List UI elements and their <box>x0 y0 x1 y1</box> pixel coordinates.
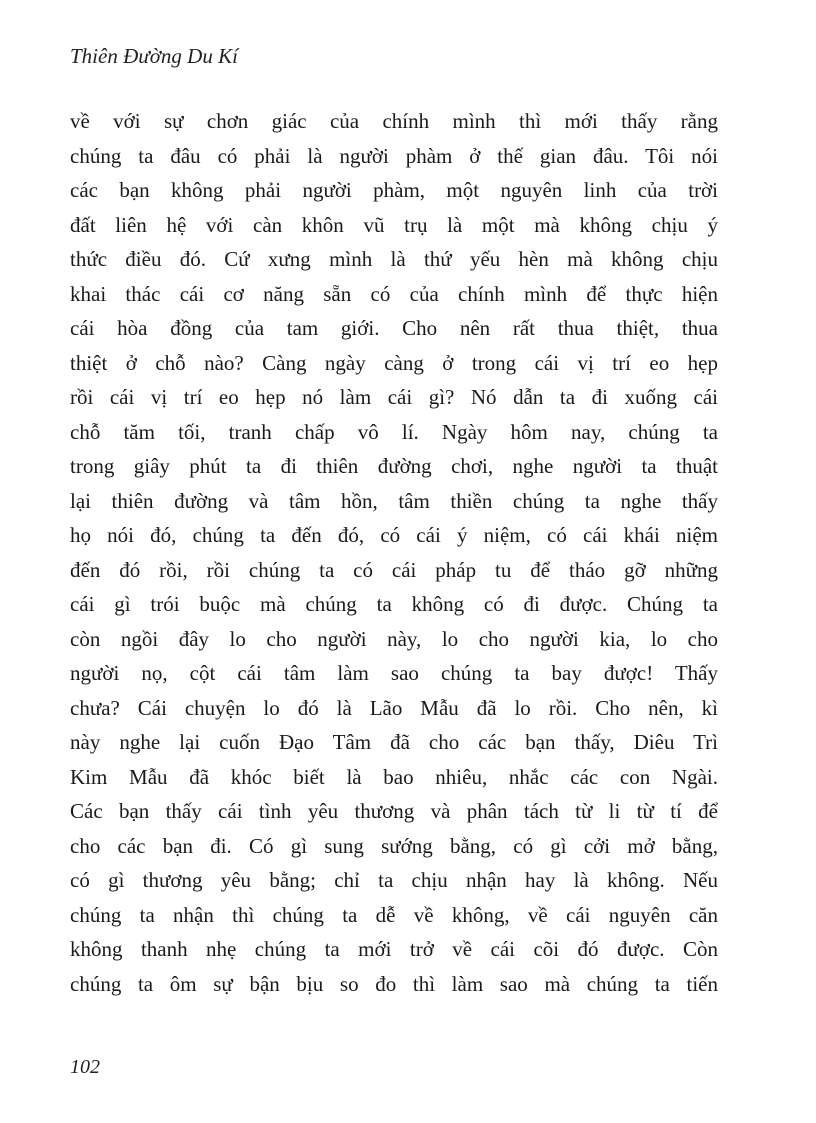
text-line: Kim Mẫu đã khóc biết là bao nhiêu, nhắc các con Ngài. <box>70 764 718 789</box>
body-paragraph <box>70 104 718 1001</box>
text-line: chúng ta đâu có phải là người phàm ở thế gian đâu. Tôi nói <box>70 143 718 168</box>
page-number: 102 <box>70 1056 100 1078</box>
text-line: chúng ta ôm sự bận bịu so đo thì làm sao mà chúng ta tiến <box>70 971 718 996</box>
text-line: cho các bạn đi. Có gì sung sướng bằng, có gì cởi mở bằng, <box>70 833 718 858</box>
text-line: đất liên hệ với càn khôn vũ trụ là một mà không chịu ý <box>70 212 718 237</box>
text-line: người nọ, cột cái tâm làm sao chúng ta bay được! Thấy <box>70 661 718 685</box>
text-line: Các bạn thấy cái tình yêu thương và phân tách từ li từ tí để <box>70 799 718 823</box>
text-line: lại thiên đường và tâm hồn, tâm thiền chúng ta nghe thấy <box>70 488 718 513</box>
text-line: còn ngồi đây lo cho người này, lo cho người kia, lo cho <box>70 626 718 651</box>
text-line: chúng ta nhận thì chúng ta dễ về không, về cái nguyên căn <box>70 902 718 927</box>
text-line: khai thác cái cơ năng sẵn có của chính mình để thực hiện <box>70 281 718 306</box>
text-line: thức điều đó. Cứ xưng mình là thứ yếu hèn mà không chịu <box>70 247 718 271</box>
text-line: về với sự chơn giác của chính mình thì mới thấy rằng <box>70 109 718 133</box>
text-line: có gì thương yêu bằng; chỉ ta chịu nhận hay là không. Nếu <box>70 868 718 892</box>
text-line: rồi cái vị trí eo hẹp nó làm cái gì? Nó dẫn ta đi xuống cái <box>70 385 718 409</box>
text-line: các bạn không phải người phàm, một nguyên linh của trời <box>70 178 718 202</box>
text-line: trong giây phút ta đi thiên đường chơi, nghe người ta thuật <box>70 454 718 478</box>
text-line: không thanh nhẹ chúng ta mới trở về cái cõi đó được. Còn <box>70 937 718 961</box>
text-line: chưa? Cái chuyện lo đó là Lão Mẫu đã lo rồi. Cho nên, kì <box>70 695 718 720</box>
text-line: họ nói đó, chúng ta đến đó, có cái ý niệm, có cái khái niệm <box>70 523 718 547</box>
text-line: cái hòa đồng của tam giới. Cho nên rất thua thiệt, thua <box>70 316 718 340</box>
text-line: thiệt ở chỗ nào? Càng ngày càng ở trong cái vị trí eo hẹp <box>70 350 718 375</box>
text-line: chỗ tăm tối, tranh chấp vô lí. Ngày hôm nay, chúng ta <box>70 419 718 444</box>
text-line: đến đó rồi, rồi chúng ta có cái pháp tu để tháo gỡ những <box>70 557 718 582</box>
text-line: này nghe lại cuốn Đạo Tâm đã cho các bạn thấy, Diêu Trì <box>70 730 718 754</box>
text-line: cái gì trói buộc mà chúng ta không có đi được. Chúng ta <box>70 592 718 616</box>
running-header-title: Thiên Đường Du Kí <box>70 44 238 68</box>
